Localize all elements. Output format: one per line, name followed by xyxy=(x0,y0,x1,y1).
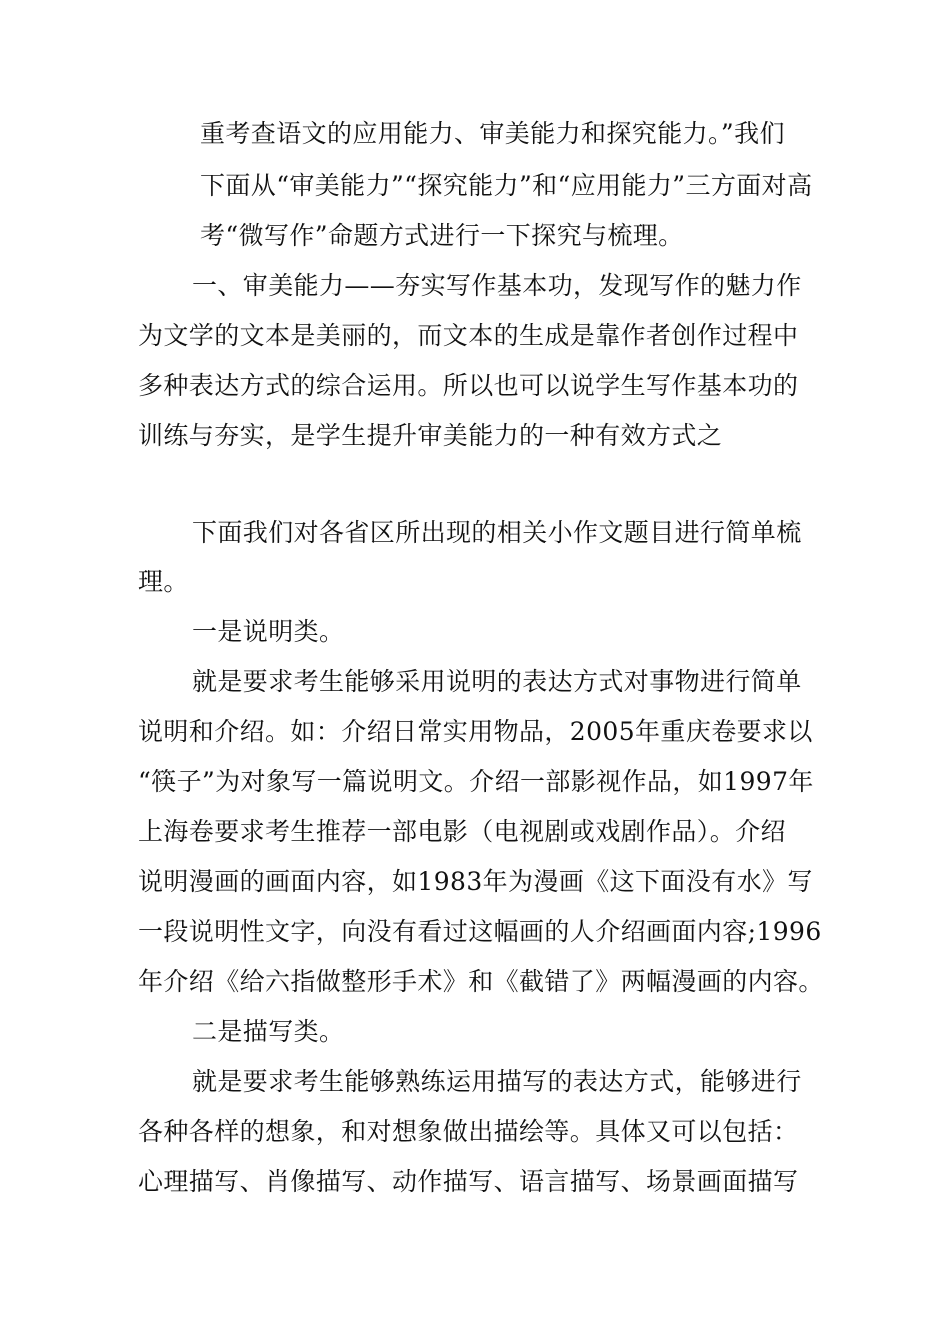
text-line: “筷子”为对象写一篇说明文。介绍一部影视作品，如1997年 xyxy=(138,767,814,796)
subheading: 二是描写类。 xyxy=(192,1017,345,1046)
text-line: 考“微写作”命题方式进行一下探究与梳理。 xyxy=(200,221,684,250)
text-line: 训练与夯实，是学生提升审美能力的一种有效方式之 xyxy=(138,421,723,450)
text-line: 下面从“审美能力”“探究能力”和“应用能力”三方面对高 xyxy=(200,171,813,200)
text-line: 说明和介绍。如：介绍日常实用物品，2005年重庆卷要求以 xyxy=(138,717,813,746)
text-line: 上海卷要求考生推荐一部电影（电视剧或戏剧作品）。介绍 xyxy=(138,817,786,846)
text-line: 年介绍《给六指做整形手术》和《截错了》两幅漫画的内容。 xyxy=(138,967,824,996)
text-line: 理。 xyxy=(138,567,189,596)
text-line: 下面我们对各省区所出现的相关小作文题目进行简单梳 xyxy=(192,518,802,547)
section-heading: 一、审美能力——夯实写作基本功，发现写作的魅力作 xyxy=(192,271,802,300)
text-line: 就是要求考生能够熟练运用描写的表达方式，能够进行 xyxy=(192,1067,802,1096)
text-line: 为文学的文本是美丽的，而文本的生成是靠作者创作过程中 xyxy=(138,321,799,350)
text-line: 心理描写、肖像描写、动作描写、语言描写、场景画面描写 xyxy=(138,1167,799,1196)
text-line: 说明漫画的画面内容，如1983年为漫画《这下面没有水》写 xyxy=(138,867,813,896)
text-line: 一段说明性文字，向没有看过这幅画的人介绍画面内容;1996 xyxy=(138,917,822,946)
text-line: 重考查语文的应用能力、审美能力和探究能力。”我们 xyxy=(200,119,785,148)
text-line: 多种表达方式的综合运用。所以也可以说学生写作基本功的 xyxy=(138,371,799,400)
subheading: 一是说明类。 xyxy=(192,617,345,646)
text-line: 各种各样的想象，和对想象做出描绘等。具体又可以包括： xyxy=(138,1117,799,1146)
text-line: 就是要求考生能够采用说明的表达方式对事物进行简单 xyxy=(192,667,802,696)
